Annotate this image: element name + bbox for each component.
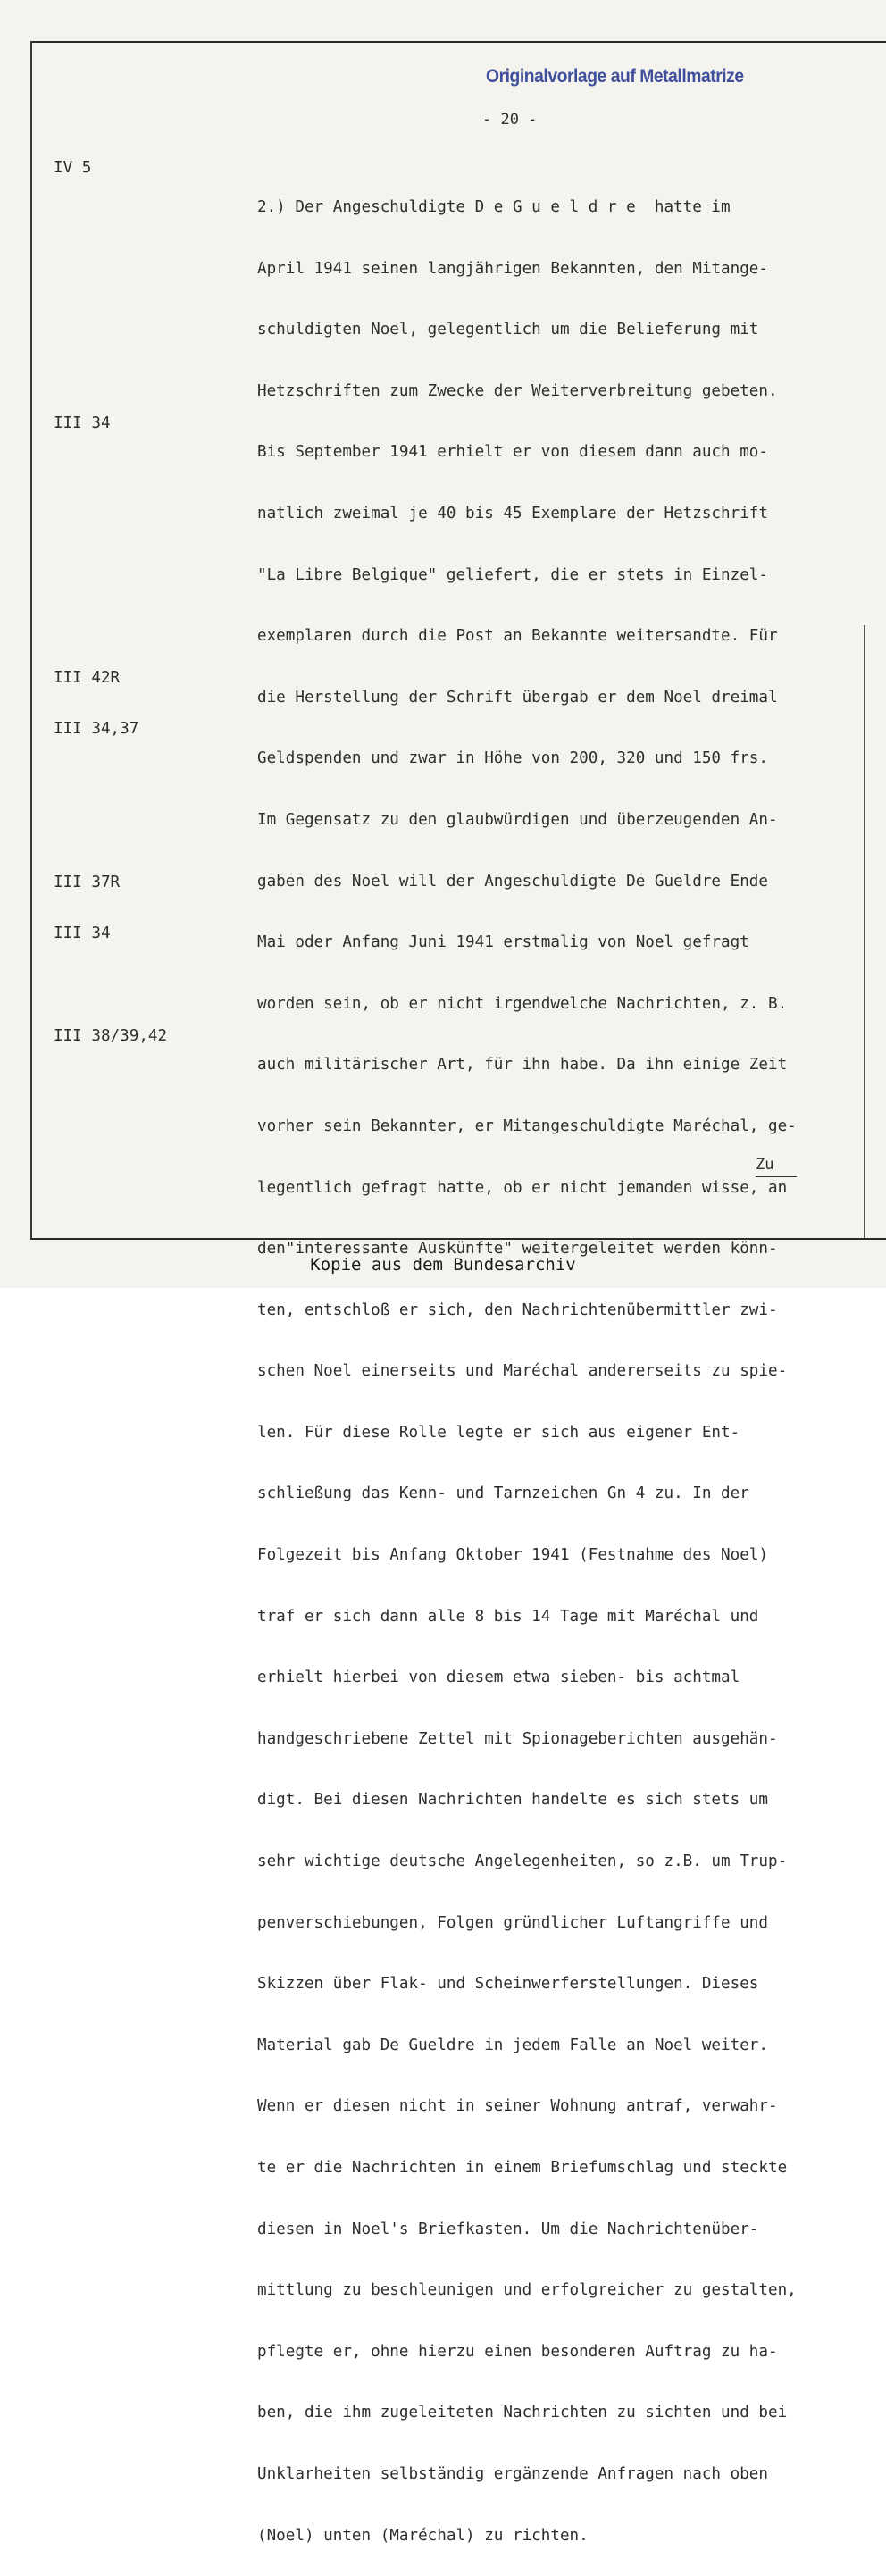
text-line: gaben des Noel will der Angeschuldigte De Gueldre Ende (257, 872, 768, 891)
text-line: Skizzen über Flak- und Scheinwerferstellungen. Dieses (257, 1975, 759, 1994)
margin-reference: III 34,37 (54, 720, 139, 738)
text-line: 2.) Der Angeschuldigte D e G u e l d r e hatte im (257, 198, 731, 216)
text-line: erhielt hierbei von diesem etwa sieben- bis achtmal (257, 1669, 740, 1687)
text-line: vorher sein Bekannter, er Mitangeschuldigte Maréchal, ge- (257, 1117, 797, 1135)
margin-reference: III 37R (54, 874, 121, 891)
text-line: auch militärischer Art, für ihn habe. Da ihn einige Zeit (257, 1056, 788, 1075)
text-line: Bis September 1941 erhielt er von diesem dann auch mo- (257, 443, 768, 462)
margin-reference: III 42R (54, 669, 121, 687)
archive-footer: Kopie aus dem Bundesarchiv (310, 1255, 576, 1275)
text-line: schuldigten Noel, gelegentlich um die Belieferung mit (257, 321, 759, 339)
text-line: Material gab De Gueldre in jedem Falle an Noel weiter. (257, 2036, 768, 2054)
page-border-top (30, 41, 886, 43)
text-line: mittlung zu beschleunigen und erfolgreicher zu gestalten, (257, 2281, 797, 2300)
text-line: ten, entschloß er sich, den Nachrichtenübermittler zwi- (257, 1301, 778, 1319)
text-line: len. Für diese Rolle legte er sich aus eigener Ent- (257, 1423, 740, 1442)
text-line: natlich zweimal je 40 bis 45 Exemplare der Hetzschrift (257, 504, 768, 523)
text-line: schen Noel einerseits und Maréchal andererseits zu spie- (257, 1362, 788, 1381)
margin-reference: IV 5 (54, 159, 92, 177)
text-line: legentlich gefragt hatte, ob er nicht jemanden wisse, an (257, 1178, 788, 1197)
text-line: diesen in Noel's Briefkasten. Um die Nachrichtenüber- (257, 2220, 759, 2238)
page-border-left (30, 41, 32, 1240)
text-line: te er die Nachrichten in einem Briefumschlag und steckte (257, 2159, 788, 2177)
text-line: (Noel) unten (Maréchal) zu richten. (257, 2526, 589, 2545)
margin-reference: III 34 (54, 924, 111, 942)
text-line: den"interessante Auskünfte" weitergeleitet werden könn- (257, 1240, 778, 1259)
margin-reference: III 34 (54, 414, 111, 432)
margin-references (54, 0, 168, 1045)
text-line: April 1941 seinen langjährigen Bekannten, den Mitange- (257, 259, 768, 278)
continuation-word: Zu (756, 1156, 774, 1174)
body-text (257, 159, 797, 2576)
text-line: worden sein, ob er nicht irgendwelche Nachrichten, z. B. (257, 994, 788, 1013)
continuation-underline (756, 1176, 797, 1177)
text-line: die Herstellung der Schrift übergab er dem Noel dreimal (257, 688, 778, 707)
text-line: penverschiebungen, Folgen gründlicher Luftangriffe und (257, 1913, 768, 1932)
archive-stamp: Originalvorlage auf Metallmatrize (486, 66, 744, 87)
page-number: - 20 - (482, 111, 538, 129)
text-line: Mai oder Anfang Juni 1941 erstmalig von Noel gefragt (257, 933, 749, 952)
text-line: sehr wichtige deutsche Angelegenheiten, so z.B. um Trup- (257, 1853, 788, 1871)
text-line: handgeschriebene Zettel mit Spionageberichten ausgehän- (257, 1729, 778, 1748)
text-line: Unklarheiten selbständig ergänzende Anfragen nach oben (257, 2464, 768, 2483)
text-line: Geldspenden und zwar in Höhe von 200, 320 und 150 frs. (257, 749, 768, 768)
text-line: ben, die ihm zugeleiteten Nachrichten zu sichten und bei (257, 2404, 788, 2422)
text-line: pflegte er, ohne hierzu einen besonderen Auftrag zu ha- (257, 2342, 778, 2361)
text-line: Wenn er diesen nicht in seiner Wohnung antraf, verwahr- (257, 2097, 778, 2116)
text-line: Folgezeit bis Anfang Oktober 1941 (Festnahme des Noel) (257, 1546, 768, 1565)
page-border-right (864, 625, 865, 1240)
text-line: digt. Bei diesen Nachrichten handelte es sich stets um (257, 1791, 768, 1810)
text-line: Im Gegensatz zu den glaubwürdigen und überzeugenden An- (257, 810, 778, 829)
margin-reference: III 38/39,42 (54, 1027, 168, 1045)
text-line: schließung das Kenn- und Tarnzeichen Gn 4 zu. In der (257, 1485, 749, 1503)
text-line: Hetzschriften zum Zwecke der Weiterverbreitung gebeten. (257, 381, 778, 400)
text-line: "La Libre Belgique" geliefert, die er stets in Einzel- (257, 565, 768, 584)
text-line: traf er sich dann alle 8 bis 14 Tage mit Maréchal und (257, 1607, 759, 1626)
text-line: exemplaren durch die Post an Bekannte weitersandte. Für (257, 627, 778, 646)
